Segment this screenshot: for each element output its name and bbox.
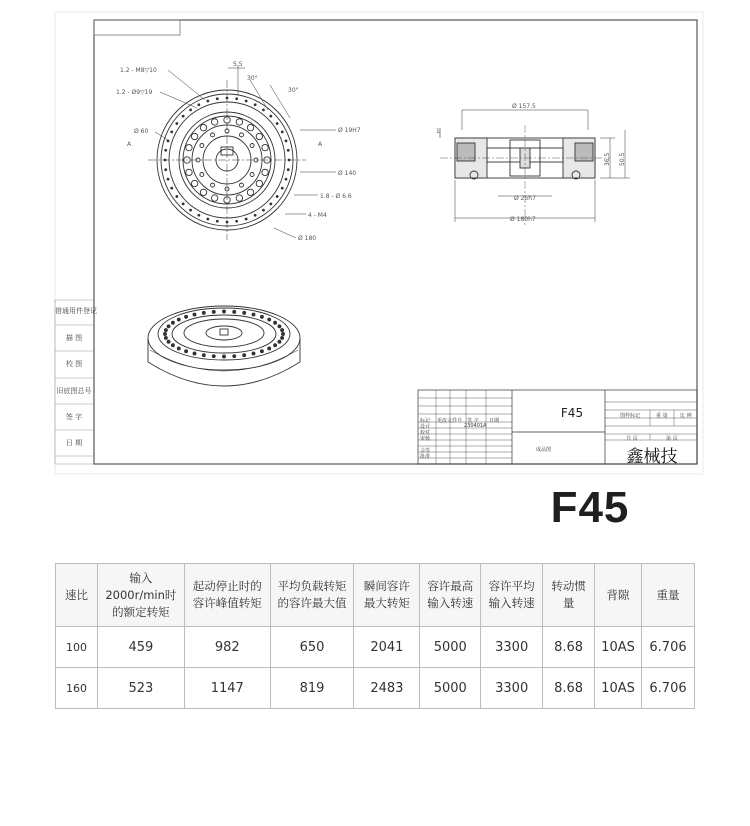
spec-table — [55, 563, 695, 709]
dim-phi180: Ø 180 — [298, 235, 317, 242]
table-cell: 982 — [184, 627, 270, 668]
title-block-company: 鑫械技 — [626, 447, 678, 467]
tb-page-current: 第 页 — [666, 436, 678, 442]
header-cell: 速比 — [56, 564, 98, 627]
table-cell: 1147 — [184, 668, 270, 709]
header-cell: 转动惯 量 — [543, 564, 595, 627]
tb-row-label-3: 校对 — [420, 430, 431, 436]
dim-mark-1: 1 — [436, 128, 440, 135]
title-block-model: F45 — [560, 406, 584, 420]
side-label-2: 描 图 — [65, 334, 83, 342]
tb-row-label-5: 会签 — [420, 448, 431, 454]
tb-hdr-2: 签 字 — [467, 418, 479, 424]
header-cell: 瞬间容许 最大转矩 — [354, 564, 420, 627]
table-cell: 8.68 — [543, 627, 595, 668]
tb-row-label-2: 设计 — [420, 424, 431, 430]
dim-phi60: Ø 60 — [134, 128, 149, 135]
dim-phi9: 1.2 - Ø9▽19 — [116, 89, 153, 96]
table-cell: 100 — [56, 627, 98, 668]
dim-phi19h7: Ø 19H7 — [338, 127, 361, 134]
table-row — [56, 627, 695, 668]
table-cell: 3300 — [481, 668, 543, 709]
table-cell: 160 — [56, 668, 98, 709]
tb-row-label-4: 审核 — [420, 436, 431, 442]
side-label-6: 日 期 — [65, 439, 83, 447]
dim-m8: 1.2 - M8▽10 — [120, 67, 157, 74]
header-cell: 平均负载转矩 的容许最大值 — [270, 564, 354, 627]
table-cell: 650 — [270, 627, 354, 668]
table-cell: 459 — [97, 627, 184, 668]
dim-phi25h7: Ø 25h7 — [514, 195, 536, 202]
tb-hdr-1: 更改文件号 — [437, 418, 463, 424]
table-row — [56, 668, 695, 709]
header-cell: 输入 2000r/min时 的额定转矩 — [97, 564, 184, 627]
section-mark-a-right: A — [318, 141, 323, 148]
header-cell: 容许平均 输入转速 — [481, 564, 543, 627]
table-cell: 2483 — [354, 668, 420, 709]
dim-m4: 4 - M4 — [308, 212, 327, 219]
side-label-5: 签 字 — [65, 413, 83, 421]
tb-right-hdr-1: 图样标记 — [620, 413, 641, 419]
table-cell: 2041 — [354, 627, 420, 668]
tb-hdr-3: 日期 — [489, 418, 500, 424]
table-cell: 5000 — [420, 668, 481, 709]
dim-phi140: Ø 140 — [338, 170, 357, 177]
side-label-4: 旧底图总号 — [56, 387, 92, 395]
side-label-1: 借通用件登记 — [55, 307, 97, 315]
header-cell: 重量 — [642, 564, 695, 627]
side-label-3: 校 图 — [65, 360, 83, 368]
header-cell: 背隙 — [595, 564, 642, 627]
dim-5-5: 5.5 — [233, 61, 243, 68]
dim-50-5: 50.5 — [619, 152, 626, 166]
model-heading: F45 — [550, 483, 630, 532]
tb-right-hdr-2: 重 量 — [656, 413, 668, 419]
table-cell: 10AS — [595, 668, 642, 709]
table-cell: 819 — [270, 668, 354, 709]
table-cell: 523 — [97, 668, 184, 709]
header-cell: 容许最高 输入转速 — [420, 564, 481, 627]
tb-row-label-1: 标记 — [420, 418, 431, 424]
dim-angle-2: 30° — [288, 87, 299, 94]
table-cell: 6.706 — [642, 668, 695, 709]
dim-phi157-5: Ø 157.5 — [512, 103, 536, 110]
tb-product: 成品图 — [536, 447, 552, 453]
spec-header-row — [56, 564, 695, 627]
section-mark-a-left: A — [127, 141, 132, 148]
table-cell: 10AS — [595, 627, 642, 668]
dim-phi180h7: Ø 180h7 — [510, 216, 536, 223]
table-cell: 6.706 — [642, 627, 695, 668]
tb-row-label-6: 批准 — [420, 454, 431, 460]
dim-phi66: 1.8 - Ø 6.6 — [320, 193, 352, 200]
tb-right-hdr-3: 比 例 — [680, 413, 692, 419]
table-cell: 8.68 — [543, 668, 595, 709]
table-cell: 5000 — [420, 627, 481, 668]
tb-pages-total: 共 页 — [626, 436, 638, 442]
tb-drawing-no: 230401A — [464, 423, 487, 429]
header-cell: 起动停止时的 容许峰值转矩 — [184, 564, 270, 627]
dim-36-5: 36.5 — [604, 152, 611, 166]
dim-angle-1: 30° — [247, 75, 258, 82]
table-cell: 3300 — [481, 627, 543, 668]
